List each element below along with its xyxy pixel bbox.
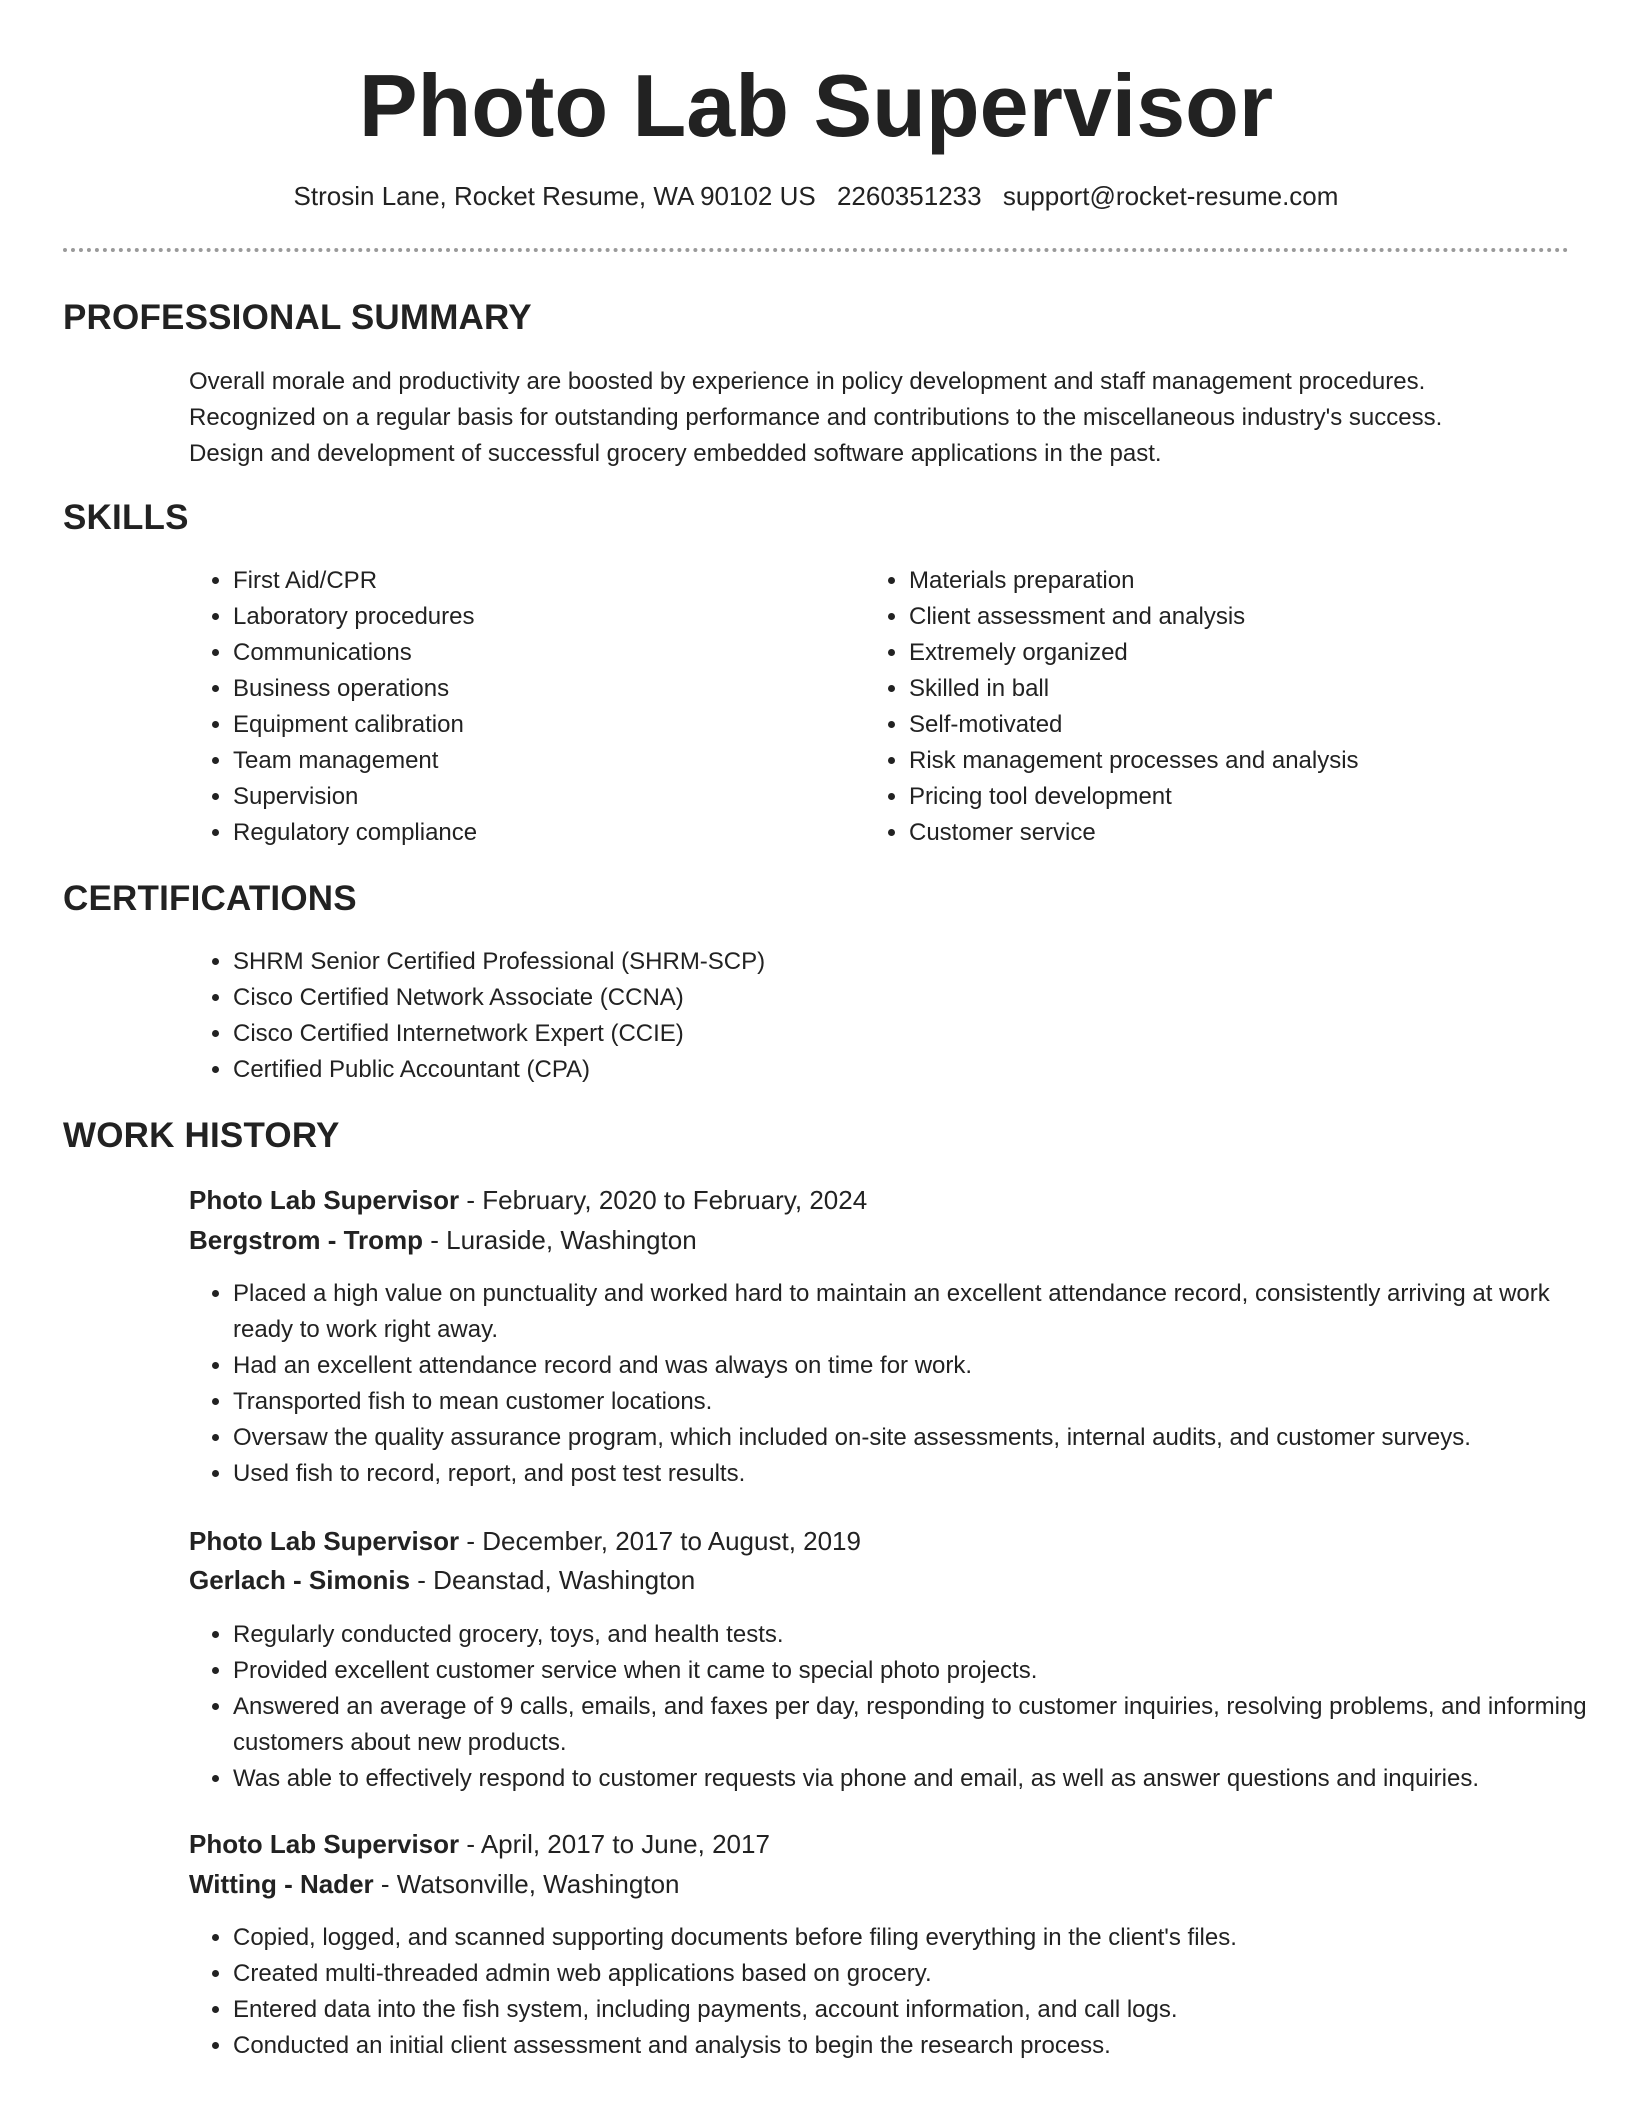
skill-item: • Laboratory procedures: [233, 599, 853, 635]
skill-item: • Equipment calibration: [233, 707, 853, 743]
skill-item: • Materials preparation: [909, 563, 1589, 599]
job-bullet: • Regularly conducted grocery, toys, and health tests.: [233, 1617, 1593, 1653]
job-bullet: • Was able to effectively respond to customer requests via phone and email, as well as answer questions and inquiries.: [233, 1761, 1593, 1797]
job-company-line: [189, 1560, 695, 1600]
job-bullet: • Entered data into the fish system, including payments, account information, and call logs.: [233, 1992, 1593, 2028]
summary-text: [189, 364, 1569, 472]
summary-line: Recognized on a regular basis for outstanding performance and contributions to the miscellaneous industry's success.: [189, 404, 1443, 431]
resume-name: Photo Lab Supervisor: [358, 56, 1274, 155]
job-bullet: • Oversaw the quality assurance program, which included on-site assessments, internal audits, and customer surveys.: [233, 1420, 1593, 1456]
job-company: Bergstrom - Tromp: [189, 1225, 424, 1255]
certification-item: • Certified Public Accountant (CPA): [233, 1052, 1533, 1088]
job-dates: - April, 2017 to June, 2017: [459, 1829, 770, 1859]
job-role: Photo Lab Supervisor: [189, 1829, 460, 1859]
contact-phone: 2260351233: [836, 181, 982, 211]
skill-item: • Team management: [233, 743, 853, 779]
skills-list-left: [189, 563, 853, 851]
job-location: - Luraside, Washington: [423, 1225, 697, 1255]
skill-item: • Customer service: [909, 815, 1589, 851]
skill-item: • First Aid/CPR: [233, 563, 853, 599]
certifications-list: [189, 944, 1533, 1088]
job-title-line: [189, 1180, 867, 1220]
job-dates: - February, 2020 to February, 2024: [459, 1185, 868, 1215]
certifications-heading: CERTIFICATIONS: [63, 879, 357, 918]
job-bullet: • Transported fish to mean customer locations.: [233, 1384, 1593, 1420]
header-divider: [63, 248, 1569, 252]
job-dates: - December, 2017 to August, 2019: [459, 1526, 861, 1556]
skill-item: • Skilled in ball: [909, 671, 1589, 707]
job-bullet: • Placed a high value on punctuality and worked hard to maintain an excellent attendance record, consistently arriving at work ready to work right away.: [233, 1276, 1593, 1348]
work-history-heading: WORK HISTORY: [63, 1116, 340, 1155]
job-company-line: [189, 1220, 697, 1260]
skill-item: • Pricing tool development: [909, 779, 1589, 815]
job-role: Photo Lab Supervisor: [189, 1185, 460, 1215]
summary-line: Overall morale and productivity are boosted by experience in policy development and staff management procedures.: [189, 368, 1426, 395]
skill-item: • Communications: [233, 635, 853, 671]
skills-heading: SKILLS: [63, 498, 189, 537]
skill-item: • Risk management processes and analysis: [909, 743, 1589, 779]
job-bullet: • Provided excellent customer service when it came to special photo projects.: [233, 1653, 1593, 1689]
job-bullet: • Created multi-threaded admin web applications based on grocery.: [233, 1956, 1593, 1992]
job-bullets: [189, 1617, 1593, 1797]
job-location: - Deanstad, Washington: [410, 1565, 696, 1595]
job-bullet: • Answered an average of 9 calls, emails, and faxes per day, responding to customer inquiries, resolving problems, and informing customers about new products.: [233, 1689, 1593, 1761]
skills-list-right: [865, 563, 1589, 851]
skill-item: • Business operations: [233, 671, 853, 707]
job-bullet: • Had an excellent attendance record and was always on time for work.: [233, 1348, 1593, 1384]
job-bullet: • Used fish to record, report, and post test results.: [233, 1456, 1593, 1492]
certification-item: • Cisco Certified Internetwork Expert (CCIE): [233, 1016, 1533, 1052]
contact-line: [0, 178, 1632, 214]
job-company: Gerlach - Simonis: [189, 1565, 411, 1595]
certification-item: • SHRM Senior Certified Professional (SHRM-SCP): [233, 944, 1533, 980]
summary-line: Design and development of successful grocery embedded software applications in the past.: [189, 440, 1162, 467]
skill-item: • Self-motivated: [909, 707, 1589, 743]
job-company-line: [189, 1864, 680, 1904]
job-bullet: • Conducted an initial client assessment and analysis to begin the research process.: [233, 2028, 1593, 2064]
job-title-line: [189, 1824, 770, 1864]
summary-heading: PROFESSIONAL SUMMARY: [63, 298, 532, 337]
skill-item: • Extremely organized: [909, 635, 1589, 671]
job-title-line: [189, 1521, 861, 1561]
job-bullets: [189, 1276, 1593, 1492]
skill-item: • Supervision: [233, 779, 853, 815]
skill-item: • Client assessment and analysis: [909, 599, 1589, 635]
job-bullets: [189, 1920, 1593, 2064]
contact-email: support@rocket-resume.com: [1002, 181, 1339, 211]
job-company: Witting - Nader: [189, 1869, 374, 1899]
job-location: - Watsonville, Washington: [373, 1869, 680, 1899]
skill-item: • Regulatory compliance: [233, 815, 853, 851]
contact-address: Strosin Lane, Rocket Resume, WA 90102 US: [293, 181, 816, 211]
job-bullet: • Copied, logged, and scanned supporting documents before filing everything in the client's files.: [233, 1920, 1593, 1956]
certification-item: • Cisco Certified Network Associate (CCNA): [233, 980, 1533, 1016]
job-role: Photo Lab Supervisor: [189, 1526, 460, 1556]
